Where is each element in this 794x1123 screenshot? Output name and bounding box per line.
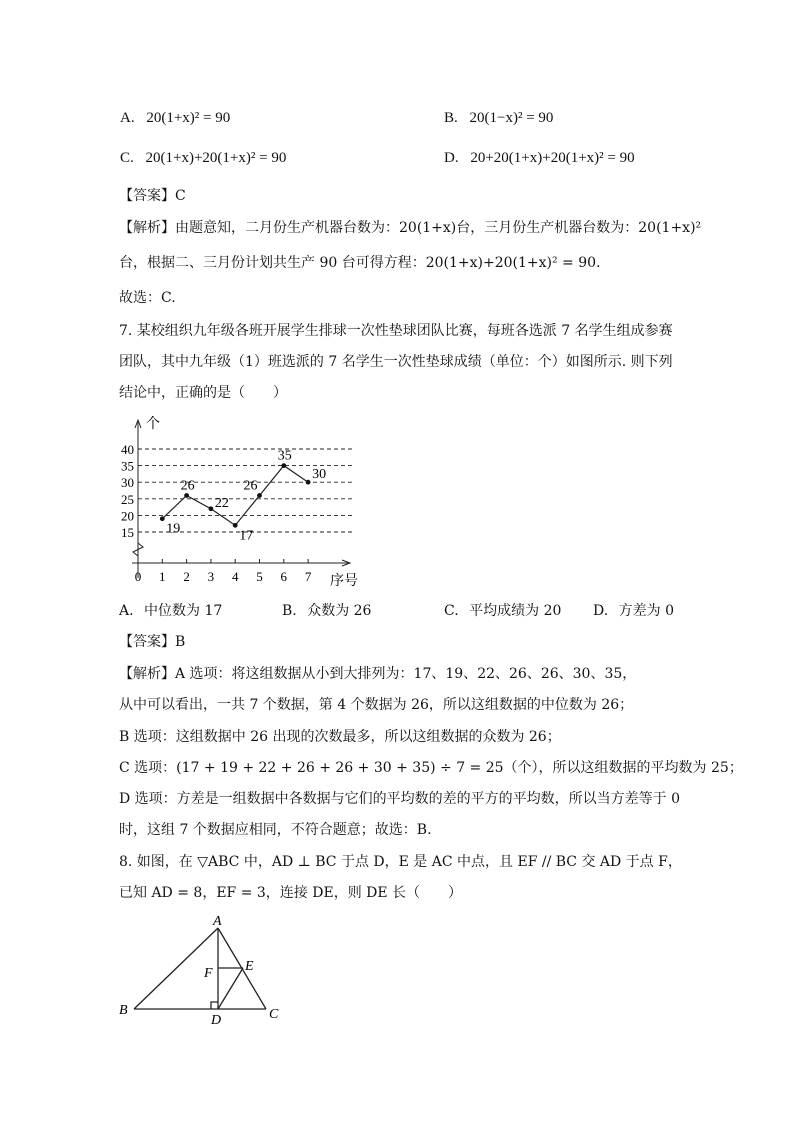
q7-analysis-line5: D 选项：方差是一组数据中各数据与它们的平均数的差的平方的平均数，所以当方差等于 0 xyxy=(119,791,681,807)
option-label: A. xyxy=(120,110,135,126)
option-label: B. xyxy=(444,110,458,126)
q7-stem-line2: 团队，其中九年级（1）班选派的 7 名学生一次性垫球成绩（单位：个）如图所示. 则下列 xyxy=(119,354,673,370)
data-point xyxy=(257,493,262,498)
x-tick-label: 6 xyxy=(280,569,288,584)
y-axis-title: 个 xyxy=(146,417,160,432)
q7-analysis-line3: B 选项：这组数据中 26 出现的次数最多，所以这组数据的众数为 26； xyxy=(119,729,561,745)
segment-de xyxy=(218,968,243,1009)
q6-option-b xyxy=(444,108,553,128)
y-tick-label: 35 xyxy=(121,458,134,474)
option-expr: 20+20(1+x)+20(1+x)² = 90 xyxy=(470,150,635,166)
q7-analysis-line1: 【解析】A 选项：将这组数据从小到大排列为：17、19、22、26、26、30、35， xyxy=(119,666,637,682)
label-a: A xyxy=(213,914,222,929)
y-tick-label: 25 xyxy=(121,491,134,507)
x-tick-label: 7 xyxy=(304,569,312,584)
q6-option-d xyxy=(444,148,635,168)
x-tick-label: 0 xyxy=(134,569,142,584)
label-b: B xyxy=(119,1003,128,1018)
option-text: 众数为 26 xyxy=(307,603,372,619)
data-label: 26 xyxy=(180,478,195,494)
label-c: C xyxy=(269,1007,279,1022)
x-tick-label: 1 xyxy=(159,569,166,584)
y-tick-label: 40 xyxy=(121,442,134,457)
label-d: D xyxy=(211,1013,222,1028)
q6-analysis-line2: 台，根据二、三月份计划共生产 90 台可得方程：20(1+x)+20(1+x)² = 90. xyxy=(119,255,601,271)
series-line xyxy=(162,466,308,526)
x-tick-label: 3 xyxy=(207,569,215,584)
y-tick-label: 15 xyxy=(121,525,134,540)
option-label: A. xyxy=(119,603,134,619)
option-text: 平均成绩为 20 xyxy=(469,603,562,619)
label-f: F xyxy=(204,966,213,981)
option-text: 方差为 0 xyxy=(618,603,674,619)
data-label: 35 xyxy=(277,448,292,464)
data-point xyxy=(160,516,165,521)
q7-answer: 【答案】B xyxy=(119,634,186,650)
x-tick-label: 4 xyxy=(231,569,239,584)
q7-option-b xyxy=(282,601,371,621)
q7-analysis-line4: C 选项：(17 + 19 + 22 + 26 + 26 + 30 + 35) ÷ 7 = 25（个），所以这组数据的平均数为 25； xyxy=(119,760,743,776)
data-point xyxy=(184,493,189,498)
data-point xyxy=(306,480,311,485)
q8-stem-line2: 已知 AD = 8，EF = 3，连接 DE，则 DE 长（ ） xyxy=(119,885,463,901)
q6-answer: 【答案】C xyxy=(119,188,186,204)
q7-line-chart xyxy=(110,408,370,590)
q7-analysis-line6: 时，这组 7 个数据应相同，不符合题意；故选：B. xyxy=(119,822,432,838)
option-expr: 20(1+x)² = 90 xyxy=(146,110,231,126)
data-label: 22 xyxy=(214,495,229,511)
data-label: 26 xyxy=(243,478,258,494)
x-tick-label: 2 xyxy=(183,569,190,584)
data-label: 30 xyxy=(312,467,327,483)
q6-option-c xyxy=(120,148,286,168)
y-tick-label: 20 xyxy=(121,508,134,524)
q7-stem-line1: 7. 某校组织九年级各班开展学生排球一次性垫球团队比赛，每班各选派 7 名学生组成参赛 xyxy=(119,323,673,339)
q6-conclusion: 故选：C. xyxy=(119,290,176,306)
q7-option-c xyxy=(444,601,561,621)
q6-option-a xyxy=(120,108,230,128)
option-label: D. xyxy=(444,150,459,166)
option-expr: 20(1+x)+20(1+x)² = 90 xyxy=(145,150,287,166)
data-label: 17 xyxy=(239,528,254,544)
q7-option-a xyxy=(119,601,222,621)
q7-analysis-line2: 从中可以看出，一共 7 个数据，第 4 个数据为 26，所以这组数据的中位数为 26； xyxy=(119,697,634,713)
q6-analysis-line1: 【解析】由题意知，二月份生产机器台数为：20(1+x)台，三月份生产机器台数为：20(1+x)² xyxy=(119,220,702,236)
option-label: C. xyxy=(444,603,459,619)
y-tick-label: 30 xyxy=(121,475,134,491)
option-label: C. xyxy=(120,150,134,166)
option-label: D. xyxy=(593,603,609,619)
data-point xyxy=(209,506,214,511)
x-tick-label: 5 xyxy=(256,569,263,584)
q8-stem-line1: 8. 如图，在 ▽ABC 中，AD ⊥ BC 于点 D，E 是 AC 中点，且 EF // BC 交 AD 于点 F， xyxy=(119,854,682,870)
q7-option-d xyxy=(593,601,674,621)
data-point xyxy=(281,463,286,468)
data-label: 19 xyxy=(166,521,181,537)
x-axis-title: 序号 xyxy=(330,574,358,589)
data-point xyxy=(233,523,238,528)
option-text: 中位数为 17 xyxy=(144,603,223,619)
right-angle-mark xyxy=(211,1002,218,1009)
label-e: E xyxy=(245,959,254,974)
option-expr: 20(1−x)² = 90 xyxy=(469,110,554,126)
q8-triangle-figure xyxy=(115,910,295,1028)
option-label: B. xyxy=(282,603,297,619)
q7-stem-line3: 结论中，正确的是（ ） xyxy=(119,385,287,401)
